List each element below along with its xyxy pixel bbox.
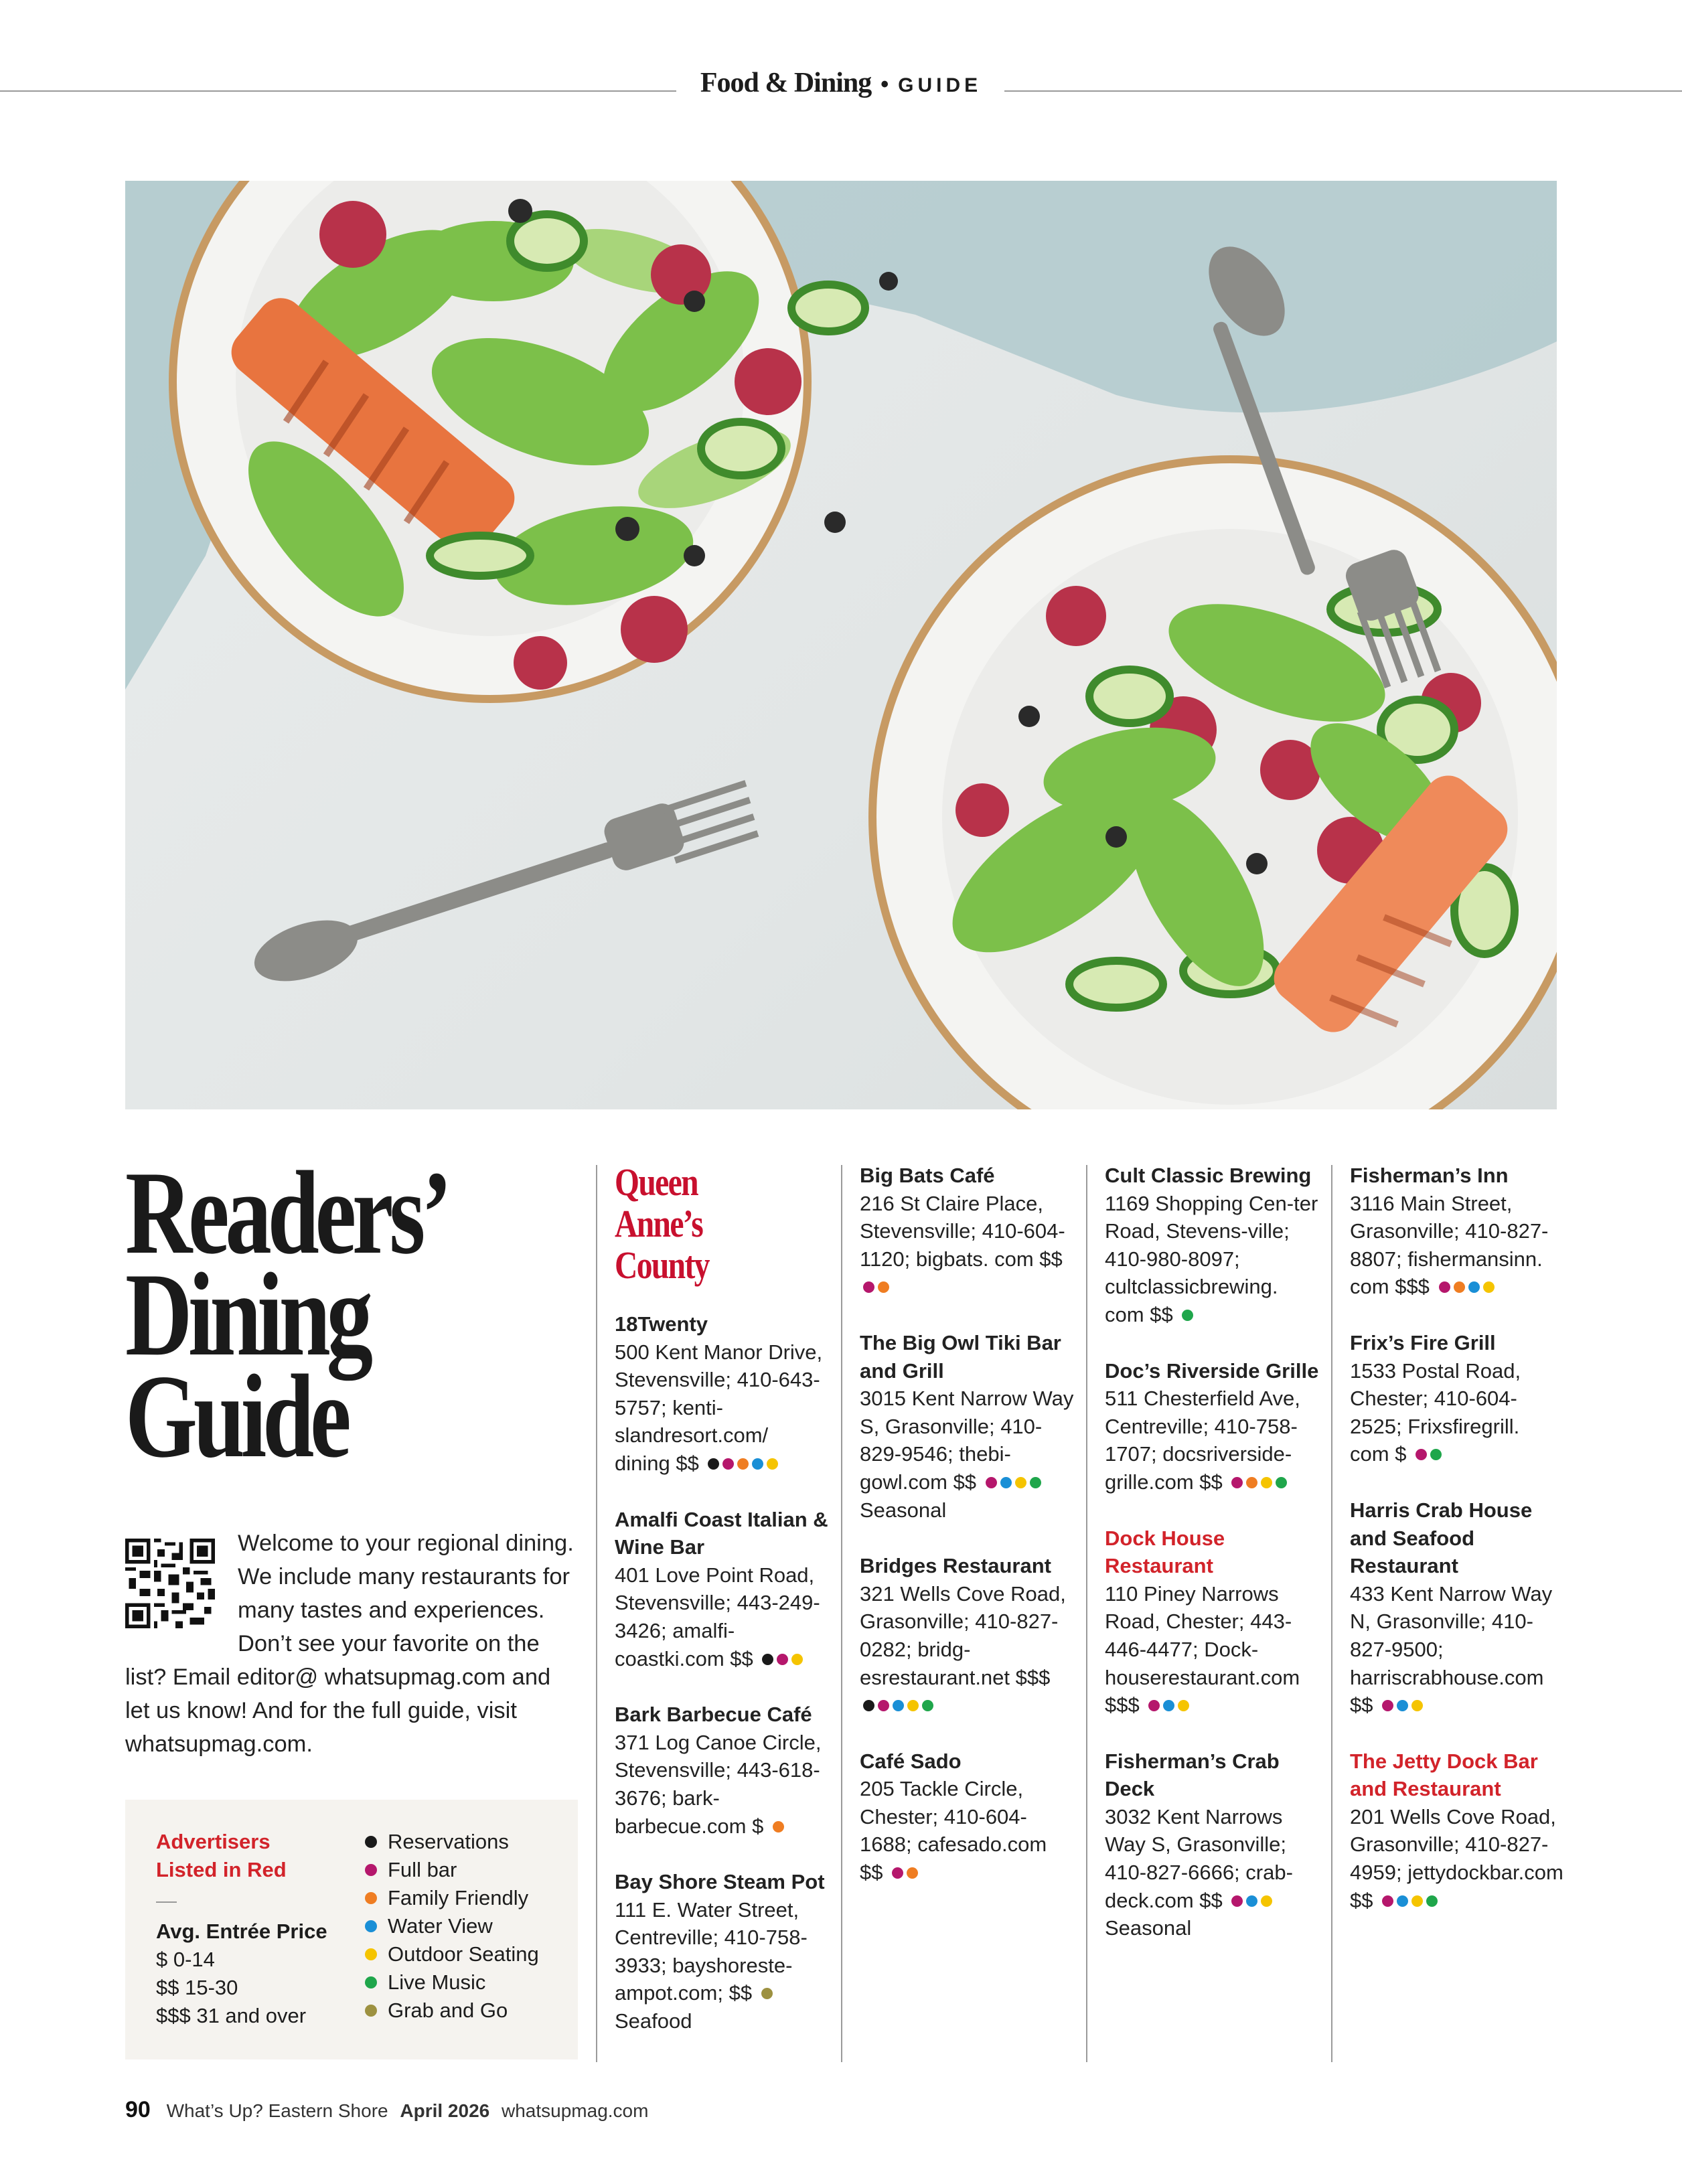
feature-dot-icon bbox=[1416, 1449, 1427, 1460]
legend-key-item bbox=[365, 1884, 539, 1912]
restaurant-listing bbox=[615, 1701, 829, 1840]
feature-dot-icon bbox=[1276, 1477, 1287, 1488]
price-tier: $$ bbox=[1199, 1888, 1223, 1912]
restaurant-name: Bay Shore Steam Pot bbox=[615, 1870, 825, 1894]
restaurant-name: Fisherman’s Inn bbox=[1350, 1164, 1509, 1187]
section-header bbox=[0, 67, 1682, 99]
feature-dot-icon bbox=[1382, 1895, 1393, 1907]
price-tier: $$ bbox=[1199, 1470, 1223, 1494]
restaurant-details bbox=[860, 1580, 1074, 1719]
restaurant-details bbox=[1350, 1803, 1564, 1914]
feature-dots bbox=[758, 1979, 773, 2007]
feature-dot-icon bbox=[893, 1700, 904, 1711]
restaurant-details bbox=[1350, 1580, 1564, 1719]
price-tier: $$$ bbox=[1015, 1665, 1051, 1689]
restaurant-details bbox=[1105, 1580, 1319, 1719]
restaurant-address-contact: 511 Chesterfield Ave, Centreville; 410-758-1707; docsriverside-grille.com bbox=[1105, 1387, 1300, 1494]
restaurant-listing bbox=[1350, 1496, 1564, 1719]
feature-dot-icon bbox=[863, 1700, 874, 1711]
feature-dot-icon bbox=[1430, 1449, 1442, 1460]
page-number: 90 bbox=[125, 2097, 151, 2122]
restaurant-name: Doc’s Riverside Grille bbox=[1105, 1358, 1319, 1383]
feature-dot-icon bbox=[1231, 1477, 1243, 1488]
restaurant-name: Fisherman’s Crab Deck bbox=[1105, 1749, 1280, 1801]
feature-dot-icon bbox=[708, 1458, 719, 1470]
feature-dot-icon bbox=[1178, 1700, 1189, 1711]
restaurant-details bbox=[615, 1729, 829, 1840]
feature-dot-icon bbox=[863, 1281, 874, 1293]
legend-key-label: Grab and Go bbox=[388, 1999, 508, 2022]
legend-dot-icon bbox=[365, 1892, 377, 1904]
restaurant-address-contact: 371 Log Canoe Circle, Stevensville; 443-618-3676; bark-barbecue.com bbox=[615, 1730, 822, 1838]
restaurant-name: 18Twenty bbox=[615, 1312, 708, 1336]
legend-key-label: Water View bbox=[388, 1914, 493, 1938]
legend-dot-icon bbox=[365, 1864, 377, 1876]
column-rule-4 bbox=[1331, 1165, 1332, 2062]
restaurant-address-contact: 1169 Shopping Cen-ter Road, Stevens-ville; 410-980-8097; cultclassicbrewing. com bbox=[1105, 1191, 1318, 1326]
restaurant-listing bbox=[860, 1747, 1074, 1887]
legend-key-item bbox=[365, 1968, 539, 1997]
feature-dot-icon bbox=[1163, 1700, 1174, 1711]
feature-dot-icon bbox=[761, 1988, 773, 1999]
listing-column-3 bbox=[1105, 1162, 1319, 1970]
feature-dot-icon bbox=[1426, 1895, 1438, 1907]
price-tier: $$$ bbox=[1395, 1275, 1430, 1299]
hero-photo-salmon-salad bbox=[125, 181, 1557, 1109]
feature-dots bbox=[860, 1273, 889, 1301]
feature-dot-icon bbox=[907, 1867, 918, 1879]
price-tier: $$ bbox=[676, 1451, 699, 1475]
restaurant-address-contact: 110 Piney Narrows Road, Chester; 443-446-4477; Dock-houserestaurant.com bbox=[1105, 1581, 1300, 1689]
section-label: GUIDE bbox=[898, 74, 982, 96]
feature-dot-icon bbox=[752, 1458, 763, 1470]
feature-dots bbox=[1145, 1691, 1189, 1719]
price-tier-1: $ 0-14 bbox=[156, 1948, 215, 1971]
restaurant-listing bbox=[860, 1162, 1074, 1301]
price-tier: $$ bbox=[729, 1981, 753, 2005]
feature-dots bbox=[1228, 1887, 1272, 1915]
feature-dot-icon bbox=[762, 1654, 773, 1665]
legend-key-label: Live Music bbox=[388, 1970, 486, 1994]
feature-dot-icon bbox=[922, 1700, 933, 1711]
hero-photo-illustration bbox=[125, 181, 1557, 1109]
restaurant-details bbox=[615, 1561, 829, 1672]
restaurant-address-contact: 500 Kent Manor Drive, Stevensville; 410-643-5757; kenti-slandresort.com/ dining bbox=[615, 1340, 823, 1475]
restaurant-note: Seasonal bbox=[1105, 1916, 1192, 1940]
legend-dot-icon bbox=[365, 1920, 377, 1932]
feature-dot-icon bbox=[1397, 1895, 1408, 1907]
restaurant-details bbox=[615, 1896, 829, 2007]
feature-dot-icon bbox=[907, 1700, 919, 1711]
restaurant-address-contact: 401 Love Point Road, Stevensville; 443-249-3426; amalfi-coastki.com bbox=[615, 1563, 820, 1670]
legend-key-label: Family Friendly bbox=[388, 1886, 529, 1909]
feature-dot-icon bbox=[737, 1458, 749, 1470]
feature-dot-icon bbox=[1015, 1477, 1026, 1488]
feature-dot-icon bbox=[1439, 1281, 1450, 1293]
feature-dot-icon bbox=[1397, 1700, 1408, 1711]
restaurant-listing bbox=[1350, 1747, 1564, 1915]
restaurant-address-contact: 216 St Claire Place, Stevensville; 410-604-1120; bigbats. com bbox=[860, 1191, 1065, 1271]
price-tier: $ bbox=[752, 1814, 764, 1838]
price-tier-2: $$ 15-30 bbox=[156, 1976, 238, 1999]
issue-date: April 2026 bbox=[400, 2100, 490, 2121]
feature-dot-icon bbox=[767, 1458, 778, 1470]
restaurant-address-contact: 111 E. Water Street, Centreville; 410-758-3933; bayshoreste-ampot.com; bbox=[615, 1897, 808, 2005]
restaurant-details bbox=[860, 1775, 1074, 1886]
feature-dots bbox=[1436, 1273, 1495, 1301]
restaurant-listing bbox=[1105, 1357, 1319, 1496]
feature-dot-icon bbox=[773, 1821, 784, 1832]
feature-dots bbox=[982, 1468, 1041, 1496]
legend-dot-icon bbox=[365, 1948, 377, 1960]
restaurant-address-contact: 3015 Kent Narrow Way S, Grasonville; 410-829-9546; thebi-gowl.com bbox=[860, 1387, 1074, 1494]
restaurant-details bbox=[1105, 1190, 1319, 1329]
feature-dot-icon bbox=[1246, 1895, 1257, 1907]
feature-dot-icon bbox=[878, 1281, 889, 1293]
restaurant-address-contact: 201 Wells Cove Road, Grasonville; 410-827-4959; jettydockbar.com bbox=[1350, 1804, 1563, 1885]
legend-key-label: Outdoor Seating bbox=[388, 1942, 539, 1966]
legend-key-item bbox=[365, 1940, 539, 1968]
legend-key-item bbox=[365, 1997, 539, 2025]
price-tier-3: $$$ 31 and over bbox=[156, 2004, 307, 2027]
feature-dot-icon bbox=[1261, 1477, 1272, 1488]
restaurant-name: Café Sado bbox=[860, 1749, 962, 1773]
feature-dot-icon bbox=[1411, 1895, 1423, 1907]
restaurant-details bbox=[1105, 1385, 1319, 1496]
restaurant-name: Harris Crab House and Seafood Restaurant bbox=[1350, 1498, 1533, 1578]
price-tier: $$$ bbox=[1105, 1693, 1140, 1717]
feature-dot-icon bbox=[722, 1458, 734, 1470]
restaurant-note: Seafood bbox=[615, 2009, 692, 2033]
price-tier: $$ bbox=[730, 1646, 753, 1670]
feature-dots bbox=[704, 1450, 778, 1478]
advertisers-note: Advertisers Listed in Red bbox=[156, 1830, 287, 1881]
price-heading: Avg. Entrée Price bbox=[156, 1920, 327, 1943]
listing-column-1 bbox=[615, 1162, 829, 2063]
county-heading: Queen Anne’s County bbox=[615, 1160, 709, 1287]
feature-dots bbox=[759, 1645, 803, 1673]
restaurant-listing bbox=[615, 1310, 829, 1478]
feature-dots bbox=[1178, 1301, 1193, 1329]
restaurant-address-contact: 1533 Postal Road, Chester; 410-604-2525; Frixsfiregrill. com bbox=[1350, 1358, 1521, 1466]
feature-dot-icon bbox=[892, 1867, 903, 1879]
feature-dot-icon bbox=[1148, 1700, 1160, 1711]
legend-dot-icon bbox=[365, 2005, 377, 2017]
restaurant-listing bbox=[1105, 1162, 1319, 1329]
price-tier: $$ bbox=[953, 1470, 977, 1494]
restaurant-name: Bark Barbecue Café bbox=[615, 1703, 812, 1727]
feature-dot-icon bbox=[1182, 1310, 1193, 1321]
restaurant-name: Big Bats Café bbox=[860, 1164, 995, 1187]
price-tier: $$ bbox=[1350, 1888, 1373, 1912]
feature-dot-icon bbox=[1231, 1895, 1243, 1907]
restaurant-name: The Big Owl Tiki Bar and Grill bbox=[860, 1330, 1061, 1383]
column-rule-1 bbox=[596, 1165, 597, 2062]
feature-dot-icon bbox=[791, 1654, 803, 1665]
legend-dot-icon bbox=[365, 1836, 377, 1848]
restaurant-name: Cult Classic Brewing bbox=[1105, 1164, 1312, 1187]
feature-dots bbox=[1379, 1691, 1423, 1719]
legend-key-item bbox=[365, 1856, 539, 1884]
price-tier: $$ bbox=[1039, 1247, 1063, 1271]
feature-dot-icon bbox=[1246, 1477, 1257, 1488]
legend-dash: — bbox=[156, 1889, 177, 1912]
legend-key-item bbox=[365, 1828, 539, 1856]
feature-dot-icon bbox=[986, 1477, 997, 1488]
header-separator: • bbox=[881, 72, 889, 97]
restaurant-address-contact: 433 Kent Narrow Way N, Grasonville; 410-827-9500; harriscrabhouse.com bbox=[1350, 1581, 1553, 1689]
feature-dots bbox=[1379, 1887, 1438, 1915]
feature-dot-icon bbox=[777, 1654, 788, 1665]
price-tier: $$ bbox=[1350, 1693, 1373, 1717]
publication-name: What’s Up? Eastern Shore bbox=[166, 2100, 388, 2121]
legend-dot-icon bbox=[365, 1976, 377, 1988]
restaurant-note: Seasonal bbox=[860, 1498, 947, 1522]
feature-dot-icon bbox=[1030, 1477, 1041, 1488]
feature-dots bbox=[889, 1859, 918, 1887]
restaurant-listing bbox=[1105, 1747, 1319, 1942]
feature-dot-icon bbox=[1454, 1281, 1465, 1293]
restaurant-address-contact: 3032 Kent Narrows Way S, Grasonville; 410-827-6666; crab-deck.com bbox=[1105, 1804, 1293, 1912]
footer-site: whatsupmag.com bbox=[502, 2100, 649, 2121]
restaurant-name: Amalfi Coast Italian & Wine Bar bbox=[615, 1507, 828, 1559]
restaurant-details bbox=[615, 1338, 829, 1478]
restaurant-address-contact: 3116 Main Street, Grasonville; 410-827-8807; fishermansinn. com bbox=[1350, 1191, 1549, 1299]
price-tier: $$ bbox=[860, 1861, 883, 1885]
feature-dot-icon bbox=[1382, 1700, 1393, 1711]
page-footer bbox=[125, 2097, 648, 2123]
feature-dots bbox=[1228, 1468, 1287, 1496]
legend-key-label: Reservations bbox=[388, 1830, 509, 1853]
feature-dot-icon bbox=[1261, 1895, 1272, 1907]
listing-column-4 bbox=[1350, 1162, 1564, 1942]
restaurant-name: Dock House Restaurant bbox=[1105, 1526, 1225, 1578]
restaurant-details bbox=[1105, 1803, 1319, 1914]
page-title bbox=[125, 1146, 449, 1482]
restaurant-details bbox=[860, 1190, 1074, 1301]
feature-dots bbox=[860, 1691, 933, 1719]
column-rule-2 bbox=[841, 1165, 842, 2062]
title-line-3: Guide bbox=[125, 1350, 348, 1482]
restaurant-listing bbox=[1350, 1329, 1564, 1468]
qr-spacer bbox=[125, 1527, 238, 1660]
legend-box bbox=[125, 1800, 578, 2059]
intro-text-block bbox=[125, 1527, 581, 1761]
restaurant-listing bbox=[860, 1552, 1074, 1719]
restaurant-address-contact: 321 Wells Cove Road, Grasonville; 410-827-0282; bridg-esrestaurant.net bbox=[860, 1581, 1066, 1689]
feature-dot-icon bbox=[1483, 1281, 1495, 1293]
title-line-2: Dining bbox=[125, 1248, 369, 1381]
listing-column-2 bbox=[860, 1162, 1074, 1915]
restaurant-listing bbox=[1350, 1162, 1564, 1301]
section-name: Food & Dining bbox=[700, 68, 872, 98]
legend-key-item bbox=[365, 1912, 539, 1940]
column-rule-3 bbox=[1086, 1165, 1087, 2062]
restaurant-name: Bridges Restaurant bbox=[860, 1554, 1051, 1578]
restaurant-details bbox=[860, 1385, 1074, 1496]
restaurant-listing bbox=[1105, 1525, 1319, 1719]
feature-dots bbox=[769, 1812, 784, 1841]
restaurant-address-contact: 205 Tackle Circle, Chester; 410-604-1688; cafesado.com bbox=[860, 1777, 1047, 1857]
title-line-1: Readers’ bbox=[125, 1146, 449, 1279]
feature-dot-icon bbox=[1411, 1700, 1423, 1711]
restaurant-listing bbox=[860, 1329, 1074, 1524]
restaurant-name: Frix’s Fire Grill bbox=[1350, 1330, 1496, 1354]
restaurant-listing bbox=[615, 1868, 829, 2035]
legend-key-label: Full bar bbox=[388, 1858, 457, 1881]
restaurant-details bbox=[1350, 1190, 1564, 1301]
feature-dot-icon bbox=[878, 1700, 889, 1711]
restaurant-details bbox=[1350, 1357, 1564, 1468]
price-tier: $$ bbox=[1150, 1302, 1173, 1326]
legend-price-key bbox=[156, 1828, 327, 2030]
intro-text: Welcome to your regional dining. We include many restaurants for many tastes and experiences. Don’t see your favorite on the list? Email editor@ whatsupmag.com and let us know! And for the full guide, visit whatsupmag.com. bbox=[125, 1531, 574, 1757]
price-tier: $ bbox=[1395, 1442, 1407, 1466]
feature-dot-icon bbox=[1468, 1281, 1480, 1293]
restaurant-name: The Jetty Dock Bar and Restaurant bbox=[1350, 1749, 1538, 1801]
restaurant-listing bbox=[615, 1506, 829, 1673]
legend-feature-key bbox=[365, 1828, 539, 2025]
feature-dots bbox=[1412, 1440, 1442, 1468]
feature-dot-icon bbox=[1000, 1477, 1012, 1488]
